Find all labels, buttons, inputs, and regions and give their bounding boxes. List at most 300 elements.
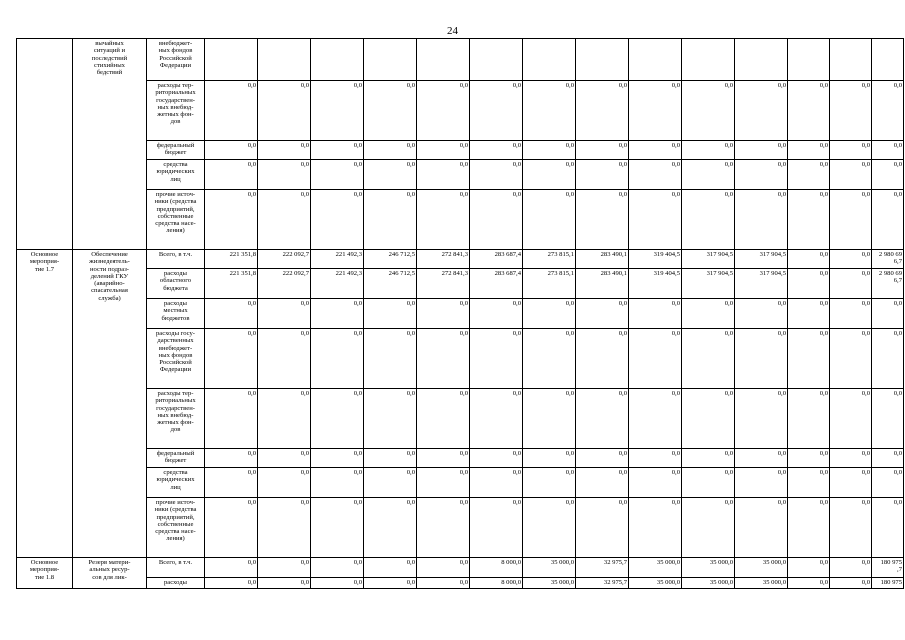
year-value-cell bbox=[205, 250, 258, 269]
value-text: 0,0 bbox=[618, 330, 627, 337]
year-value-cell bbox=[311, 269, 364, 299]
event-name-cell bbox=[73, 250, 147, 558]
year-value-cell bbox=[629, 250, 682, 269]
year-value-cell bbox=[258, 190, 311, 250]
funding-source-cell bbox=[147, 160, 205, 190]
year-value-cell bbox=[364, 81, 417, 141]
year-value-cell bbox=[258, 558, 311, 578]
year-value-cell bbox=[523, 141, 576, 160]
year-value-cell bbox=[629, 141, 682, 160]
value-text: 0,0 bbox=[893, 469, 902, 476]
table-row bbox=[17, 160, 904, 190]
table-row bbox=[17, 39, 904, 81]
year-value-cell bbox=[735, 190, 788, 250]
year-value-cell bbox=[470, 190, 523, 250]
value-text: 35 000,0 bbox=[550, 579, 574, 586]
value-text: 0,0 bbox=[353, 300, 362, 307]
event-name: Обеспечение жизнедеятель- ности подраз- делений ГКУ (аварийно- спасательная служба) bbox=[89, 251, 130, 302]
value-text: 2 980 69 6,7 bbox=[878, 270, 902, 285]
value-text: 0,0 bbox=[724, 450, 733, 457]
value-text: 0,0 bbox=[819, 142, 828, 149]
year-value-cell bbox=[576, 299, 629, 329]
year-value-cell bbox=[311, 578, 364, 589]
funding-source-label: расходы госу- дарственных внебюджет- ных фондов Российской Федерации bbox=[156, 330, 195, 374]
value-text: 0,0 bbox=[671, 330, 680, 337]
year-value-cell bbox=[523, 160, 576, 190]
event-name-cell bbox=[73, 39, 147, 250]
value-text: 0,0 bbox=[406, 82, 415, 89]
year-value-cell bbox=[629, 269, 682, 299]
value-text: 0,0 bbox=[724, 161, 733, 168]
year-value-cell bbox=[205, 468, 258, 498]
value-text: 0,0 bbox=[247, 82, 256, 89]
funding-source-cell bbox=[147, 299, 205, 329]
year-value-cell bbox=[258, 160, 311, 190]
value-text: 0,0 bbox=[861, 469, 870, 476]
value-text: 319 404,5 bbox=[653, 270, 680, 277]
funding-source-label: прочие источ- ники (средства предприятий, собственные средства насе- ления) bbox=[154, 499, 197, 543]
value-text: 0,0 bbox=[777, 161, 786, 168]
year-value-cell bbox=[682, 39, 735, 81]
value-text: 180 975 ,7 bbox=[880, 559, 902, 574]
table-row bbox=[17, 449, 904, 468]
year-value-cell bbox=[629, 160, 682, 190]
year-value-cell bbox=[830, 299, 872, 329]
total-value-cell bbox=[872, 498, 904, 558]
year-value-cell bbox=[523, 578, 576, 589]
value-text: 0,0 bbox=[406, 469, 415, 476]
year-value-cell bbox=[629, 81, 682, 141]
value-text: 0,0 bbox=[819, 161, 828, 168]
year-value-cell bbox=[735, 498, 788, 558]
value-text: 0,0 bbox=[893, 191, 902, 198]
value-text: 0,0 bbox=[406, 499, 415, 506]
year-value-cell bbox=[682, 190, 735, 250]
year-value-cell bbox=[470, 558, 523, 578]
year-value-cell bbox=[205, 498, 258, 558]
total-value-cell bbox=[872, 39, 904, 81]
year-value-cell bbox=[788, 449, 830, 468]
value-text: 283 687,4 bbox=[494, 251, 521, 258]
year-value-cell bbox=[470, 39, 523, 81]
year-value-cell bbox=[788, 468, 830, 498]
year-value-cell bbox=[523, 498, 576, 558]
year-value-cell bbox=[258, 141, 311, 160]
budget-table bbox=[16, 38, 904, 589]
funding-source-cell bbox=[147, 329, 205, 389]
total-value-cell bbox=[872, 389, 904, 449]
value-text: 0,0 bbox=[247, 390, 256, 397]
funding-source-label: федеральный бюджет bbox=[156, 450, 195, 465]
year-value-cell bbox=[629, 498, 682, 558]
value-text: 0,0 bbox=[565, 142, 574, 149]
value-text: 0,0 bbox=[893, 450, 902, 457]
year-value-cell bbox=[788, 329, 830, 389]
value-text: 0,0 bbox=[618, 390, 627, 397]
value-text: 317 904,5 bbox=[706, 251, 733, 258]
year-value-cell bbox=[417, 389, 470, 449]
year-value-cell bbox=[205, 329, 258, 389]
year-value-cell bbox=[258, 250, 311, 269]
value-text: 0,0 bbox=[300, 499, 309, 506]
value-text: 0,0 bbox=[819, 330, 828, 337]
value-text: 0,0 bbox=[459, 300, 468, 307]
year-value-cell bbox=[311, 498, 364, 558]
value-text: 0,0 bbox=[459, 142, 468, 149]
year-value-cell bbox=[788, 39, 830, 81]
year-value-cell bbox=[788, 299, 830, 329]
year-value-cell bbox=[523, 468, 576, 498]
value-text: 0,0 bbox=[671, 82, 680, 89]
value-text: 0,0 bbox=[565, 300, 574, 307]
total-value-cell bbox=[872, 141, 904, 160]
value-text: 246 712,5 bbox=[388, 270, 415, 277]
year-value-cell bbox=[417, 141, 470, 160]
year-value-cell bbox=[470, 141, 523, 160]
value-text: 0,0 bbox=[247, 191, 256, 198]
value-text: 0,0 bbox=[459, 559, 468, 566]
year-value-cell bbox=[788, 498, 830, 558]
funding-source-label: средства юридических лиц bbox=[156, 469, 195, 491]
value-text: 0,0 bbox=[724, 142, 733, 149]
year-value-cell bbox=[364, 269, 417, 299]
value-text: 0,0 bbox=[406, 390, 415, 397]
value-text: 0,0 bbox=[819, 579, 828, 586]
value-text: 0,0 bbox=[300, 559, 309, 566]
year-value-cell bbox=[311, 558, 364, 578]
value-text: 0,0 bbox=[300, 579, 309, 586]
year-value-cell bbox=[523, 269, 576, 299]
value-text: 0,0 bbox=[861, 142, 870, 149]
year-value-cell bbox=[311, 190, 364, 250]
value-text: 0,0 bbox=[300, 469, 309, 476]
year-value-cell bbox=[470, 389, 523, 449]
table-row bbox=[17, 389, 904, 449]
value-text: 0,0 bbox=[724, 469, 733, 476]
year-value-cell bbox=[735, 141, 788, 160]
value-text: 272 841,3 bbox=[441, 251, 468, 258]
value-text: 0,0 bbox=[861, 330, 870, 337]
value-text: 0,0 bbox=[893, 82, 902, 89]
funding-source-label: прочие источ- ники (средства предприятий, собственные средства насе- ления) bbox=[154, 191, 197, 235]
value-text: 0,0 bbox=[671, 390, 680, 397]
funding-source-cell bbox=[147, 468, 205, 498]
year-value-cell bbox=[205, 81, 258, 141]
year-value-cell bbox=[682, 389, 735, 449]
year-value-cell bbox=[576, 250, 629, 269]
funding-source-cell bbox=[147, 558, 205, 578]
year-value-cell bbox=[735, 468, 788, 498]
year-value-cell bbox=[205, 190, 258, 250]
value-text: 273 815,1 bbox=[547, 251, 574, 258]
year-value-cell bbox=[682, 299, 735, 329]
year-value-cell bbox=[417, 329, 470, 389]
value-text: 0,0 bbox=[819, 559, 828, 566]
value-text: 0,0 bbox=[406, 300, 415, 307]
value-text: 0,0 bbox=[893, 499, 902, 506]
year-value-cell bbox=[735, 160, 788, 190]
value-text: 35 000,0 bbox=[709, 579, 733, 586]
year-value-cell bbox=[682, 269, 735, 299]
value-text: 0,0 bbox=[861, 191, 870, 198]
year-value-cell bbox=[735, 250, 788, 269]
year-value-cell bbox=[788, 558, 830, 578]
value-text: 0,0 bbox=[353, 499, 362, 506]
funding-source-label: Всего, в т.ч. bbox=[158, 251, 193, 258]
year-value-cell bbox=[629, 299, 682, 329]
total-value-cell bbox=[872, 299, 904, 329]
value-text: 0,0 bbox=[777, 390, 786, 397]
year-value-cell bbox=[364, 39, 417, 81]
year-value-cell bbox=[682, 449, 735, 468]
value-text: 0,0 bbox=[565, 82, 574, 89]
year-value-cell bbox=[682, 498, 735, 558]
year-value-cell bbox=[205, 39, 258, 81]
year-value-cell bbox=[311, 468, 364, 498]
funding-source-cell bbox=[147, 250, 205, 269]
value-text: 0,0 bbox=[777, 450, 786, 457]
funding-source-cell bbox=[147, 389, 205, 449]
value-text: 0,0 bbox=[618, 300, 627, 307]
year-value-cell bbox=[205, 449, 258, 468]
value-text: 0,0 bbox=[671, 142, 680, 149]
year-value-cell bbox=[417, 578, 470, 589]
value-text: 0,0 bbox=[819, 82, 828, 89]
total-value-cell bbox=[872, 578, 904, 589]
year-value-cell bbox=[629, 190, 682, 250]
year-value-cell bbox=[523, 558, 576, 578]
value-text: 35 000,0 bbox=[550, 559, 574, 566]
value-text: 0,0 bbox=[777, 499, 786, 506]
value-text: 0,0 bbox=[777, 82, 786, 89]
year-value-cell bbox=[576, 558, 629, 578]
value-text: 0,0 bbox=[861, 559, 870, 566]
year-value-cell bbox=[258, 39, 311, 81]
value-text: 0,0 bbox=[512, 499, 521, 506]
value-text: 0,0 bbox=[406, 161, 415, 168]
year-value-cell bbox=[311, 449, 364, 468]
funding-source-cell bbox=[147, 141, 205, 160]
value-text: 0,0 bbox=[406, 142, 415, 149]
year-value-cell bbox=[735, 299, 788, 329]
year-value-cell bbox=[830, 468, 872, 498]
value-text: 221 492,3 bbox=[335, 270, 362, 277]
year-value-cell bbox=[830, 160, 872, 190]
year-value-cell bbox=[364, 449, 417, 468]
value-text: 317 904,5 bbox=[759, 270, 786, 277]
value-text: 0,0 bbox=[777, 330, 786, 337]
year-value-cell bbox=[576, 578, 629, 589]
year-value-cell bbox=[364, 558, 417, 578]
value-text: 283 687,4 bbox=[494, 270, 521, 277]
event-name: вычайных ситуаций и последствий стихийных бедствий bbox=[91, 40, 128, 77]
funding-source-label: средства юридических лиц bbox=[156, 161, 195, 183]
year-value-cell bbox=[364, 160, 417, 190]
value-text: 0,0 bbox=[565, 450, 574, 457]
value-text: 32 975,7 bbox=[603, 579, 627, 586]
value-text: 0,0 bbox=[819, 450, 828, 457]
table-row bbox=[17, 141, 904, 160]
value-text: 0,0 bbox=[406, 559, 415, 566]
year-value-cell bbox=[830, 498, 872, 558]
funding-source-label: федеральный бюджет bbox=[156, 142, 195, 157]
funding-source-label: расходы bbox=[163, 579, 187, 586]
year-value-cell bbox=[205, 160, 258, 190]
year-value-cell bbox=[523, 81, 576, 141]
year-value-cell bbox=[682, 141, 735, 160]
value-text: 0,0 bbox=[406, 191, 415, 198]
year-value-cell bbox=[258, 449, 311, 468]
table-row bbox=[17, 468, 904, 498]
table-row bbox=[17, 498, 904, 558]
value-text: 0,0 bbox=[671, 161, 680, 168]
event-cell bbox=[17, 558, 73, 589]
value-text: 32 975,7 bbox=[603, 559, 627, 566]
value-text: 0,0 bbox=[777, 142, 786, 149]
year-value-cell bbox=[258, 329, 311, 389]
value-text: 0,0 bbox=[300, 390, 309, 397]
value-text: 0,0 bbox=[777, 469, 786, 476]
value-text: 0,0 bbox=[893, 142, 902, 149]
year-value-cell bbox=[735, 81, 788, 141]
funding-source-cell bbox=[147, 190, 205, 250]
value-text: 0,0 bbox=[353, 142, 362, 149]
table-row bbox=[17, 250, 904, 269]
year-value-cell bbox=[417, 449, 470, 468]
value-text: 0,0 bbox=[819, 390, 828, 397]
value-text: 222 092,7 bbox=[282, 251, 309, 258]
year-value-cell bbox=[735, 449, 788, 468]
value-text: 0,0 bbox=[861, 499, 870, 506]
year-value-cell bbox=[788, 141, 830, 160]
year-value-cell bbox=[788, 190, 830, 250]
funding-source-label: расходы тер- риториальных государствен- ных внебюд- жетных фон- дов bbox=[155, 82, 196, 126]
value-text: 0,0 bbox=[565, 330, 574, 337]
value-text: 0,0 bbox=[459, 579, 468, 586]
year-value-cell bbox=[311, 299, 364, 329]
value-text: 0,0 bbox=[353, 82, 362, 89]
value-text: 0,0 bbox=[247, 142, 256, 149]
year-value-cell bbox=[629, 39, 682, 81]
value-text: 246 712,5 bbox=[388, 251, 415, 258]
year-value-cell bbox=[311, 250, 364, 269]
year-value-cell bbox=[205, 141, 258, 160]
year-value-cell bbox=[258, 389, 311, 449]
value-text: 0,0 bbox=[893, 330, 902, 337]
year-value-cell bbox=[417, 39, 470, 81]
year-value-cell bbox=[629, 558, 682, 578]
year-value-cell bbox=[576, 269, 629, 299]
year-value-cell bbox=[364, 498, 417, 558]
value-text: 0,0 bbox=[406, 450, 415, 457]
year-value-cell bbox=[735, 39, 788, 81]
value-text: 222 092,7 bbox=[282, 270, 309, 277]
year-value-cell bbox=[417, 190, 470, 250]
value-text: 0,0 bbox=[512, 191, 521, 198]
value-text: 0,0 bbox=[893, 161, 902, 168]
page-number: 24 bbox=[447, 25, 458, 37]
value-text: 0,0 bbox=[512, 82, 521, 89]
year-value-cell bbox=[417, 269, 470, 299]
year-value-cell bbox=[629, 449, 682, 468]
value-text: 0,0 bbox=[459, 469, 468, 476]
year-value-cell bbox=[417, 250, 470, 269]
year-value-cell bbox=[576, 190, 629, 250]
value-text: 283 490,1 bbox=[600, 270, 627, 277]
value-text: 0,0 bbox=[512, 300, 521, 307]
value-text: 8 000,0 bbox=[501, 579, 521, 586]
value-text: 35 000,0 bbox=[656, 559, 680, 566]
year-value-cell bbox=[830, 250, 872, 269]
value-text: 273 815,1 bbox=[547, 270, 574, 277]
year-value-cell bbox=[364, 329, 417, 389]
value-text: 0,0 bbox=[618, 142, 627, 149]
funding-source-cell bbox=[147, 81, 205, 141]
year-value-cell bbox=[470, 578, 523, 589]
table-body bbox=[17, 39, 904, 589]
year-value-cell bbox=[576, 81, 629, 141]
year-value-cell bbox=[364, 299, 417, 329]
value-text: 0,0 bbox=[300, 300, 309, 307]
funding-source-cell bbox=[147, 498, 205, 558]
value-text: 0,0 bbox=[565, 499, 574, 506]
value-text: 0,0 bbox=[353, 450, 362, 457]
total-value-cell bbox=[872, 558, 904, 578]
value-text: 317 904,5 bbox=[759, 251, 786, 258]
value-text: 0,0 bbox=[893, 300, 902, 307]
value-text: 0,0 bbox=[861, 82, 870, 89]
year-value-cell bbox=[470, 498, 523, 558]
year-value-cell bbox=[470, 81, 523, 141]
value-text: 0,0 bbox=[861, 390, 870, 397]
value-text: 0,0 bbox=[459, 330, 468, 337]
value-text: 0,0 bbox=[819, 251, 828, 258]
year-value-cell bbox=[576, 160, 629, 190]
year-value-cell bbox=[682, 160, 735, 190]
year-value-cell bbox=[311, 39, 364, 81]
event-name: Резерв матери- альных ресур- сов для лик- bbox=[88, 559, 131, 581]
year-value-cell bbox=[629, 329, 682, 389]
year-value-cell bbox=[258, 498, 311, 558]
value-text: 0,0 bbox=[724, 191, 733, 198]
value-text: 0,0 bbox=[618, 191, 627, 198]
value-text: 221 351,8 bbox=[229, 251, 256, 258]
value-text: 0,0 bbox=[819, 499, 828, 506]
value-text: 0,0 bbox=[247, 499, 256, 506]
year-value-cell bbox=[258, 299, 311, 329]
year-value-cell bbox=[523, 250, 576, 269]
year-value-cell bbox=[576, 329, 629, 389]
funding-source-cell bbox=[147, 578, 205, 589]
total-value-cell bbox=[872, 449, 904, 468]
value-text: 0,0 bbox=[724, 499, 733, 506]
year-value-cell bbox=[523, 39, 576, 81]
year-value-cell bbox=[311, 389, 364, 449]
year-value-cell bbox=[682, 578, 735, 589]
value-text: 0,0 bbox=[724, 82, 733, 89]
year-value-cell bbox=[258, 269, 311, 299]
value-text: 0,0 bbox=[724, 330, 733, 337]
value-text: 0,0 bbox=[861, 579, 870, 586]
value-text: 0,0 bbox=[459, 191, 468, 198]
year-value-cell bbox=[417, 558, 470, 578]
total-value-cell bbox=[872, 269, 904, 299]
total-value-cell bbox=[872, 160, 904, 190]
year-value-cell bbox=[523, 299, 576, 329]
year-value-cell bbox=[417, 468, 470, 498]
value-text: 0,0 bbox=[512, 330, 521, 337]
year-value-cell bbox=[788, 389, 830, 449]
